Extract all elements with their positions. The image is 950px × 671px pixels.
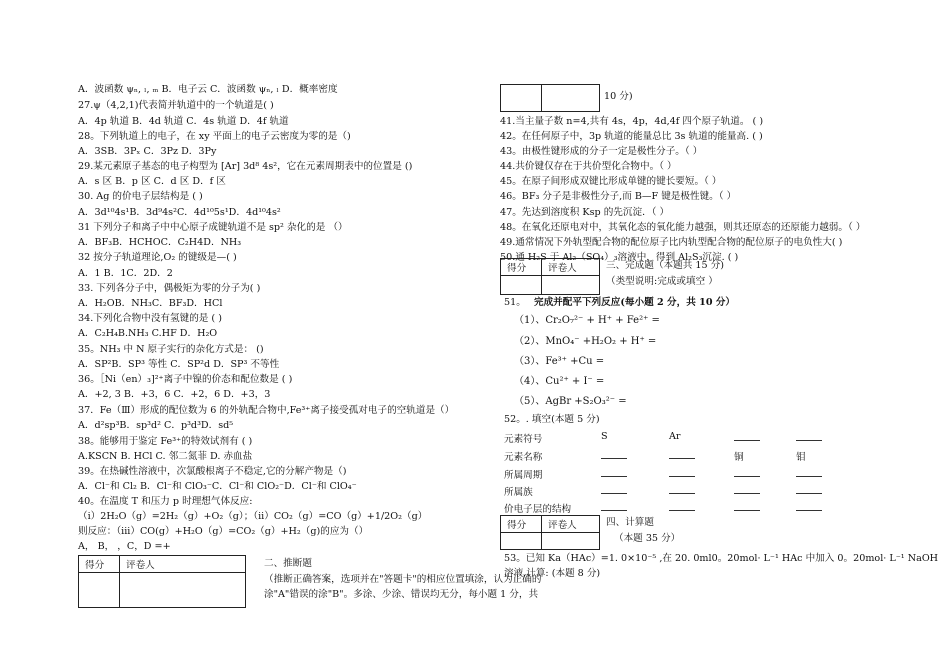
q31-options: A．BF₃B．HCHOC．C₂H4D．NH₃ <box>78 237 242 248</box>
section3-note: （类型说明:完成或填空 ） <box>606 276 718 287</box>
section3-title: 三、完成题（本题共 15 分) <box>606 260 724 271</box>
q47: 47。先达到溶度积 Ksp 的先沉淀．（ ） <box>500 207 670 218</box>
score-cell[interactable] <box>501 533 542 550</box>
q28-options: A．3SB．3Pₓ C．3Pz D．3Py <box>78 146 217 157</box>
q48: 48。在氧化还原电对中，其氧化态的氧化能力越强，则其还原态的还原能力越弱。（ ） <box>500 222 866 233</box>
section2-points: 10 分) <box>604 91 633 102</box>
grid-blank[interactable] <box>669 467 695 480</box>
grid-label-symbol: 元素符号 <box>504 434 543 445</box>
score-label: 得分 <box>501 516 542 533</box>
grid-label-period: 所属周期 <box>504 470 543 481</box>
grid-blank[interactable] <box>669 501 695 514</box>
q37-options: A．d²sp³B．sp³d² C．p³d³D．sd⁵ <box>78 420 234 431</box>
section4-title: 四、计算题 <box>606 517 654 528</box>
q53-line-1: 53。已知 Ka（HAc）=1. 0×10⁻⁵ ,在 20. 0ml0。20mol· L⁻¹ HAc 中加入 0。20mol· L⁻¹ NaOH <box>504 553 939 564</box>
grader-label: 评卷人 <box>542 259 600 276</box>
score-table-section2 <box>78 555 246 608</box>
grid-blank[interactable] <box>601 484 627 497</box>
grid-blank[interactable] <box>734 501 760 514</box>
grid-blank[interactable] <box>796 501 822 514</box>
score-label: 得分 <box>79 556 120 573</box>
q41: 41.当主量子数 n=4,共有 4s，4p，4d,4f 四个原子轨道。 ( ) <box>500 116 764 127</box>
grader-cell[interactable] <box>542 276 600 295</box>
q29: 29.某元素原子基态的电子构型为 [Ar] 3d⁸ 4s²，它在元素周期表中的位置是 () <box>78 161 413 172</box>
grid-blank[interactable] <box>734 431 760 444</box>
q33: 33. 下列各分子中，偶极矩为零的分子为( ) <box>78 283 261 294</box>
section2-desc-2: 涂"A"错误的涂"B"。多涂、少涂、错误均无分，每小题 1 分，共 <box>264 589 539 600</box>
q32-options: A．1 B．1C．2D．2 <box>78 268 173 279</box>
grader-cell-top[interactable] <box>541 85 599 112</box>
q40-question: 则反应：（iii）CO(g）+H₂O（g）=CO₂（g）+H₂（g)的应为（） <box>78 526 369 537</box>
q38-options: A.KSCN B. HCl C. 邻二氮菲 D. 赤血盐 <box>78 451 253 462</box>
q38: 38。能够用于鉴定 Fe³⁺的特效试剂有 ( ) <box>78 436 253 447</box>
grid-blank[interactable] <box>669 449 695 462</box>
q27: 27.ψ（4,2,1)代表简并轨道中的一个轨道是( ) <box>78 100 274 111</box>
q31: 31 下列分子和离子中中心原子成键轨道不是 sp² 杂化的是 （） <box>78 222 348 233</box>
section2-desc-1: （推断正确答案，选项并在"答题卡"的相应位置填涂，认为正确的 <box>264 574 542 585</box>
score-table-top <box>500 84 600 112</box>
reaction-5: （5）、AgBr +S₂O₃²⁻ = <box>514 396 627 407</box>
q35-options: A．SP²B．SP³ 等性 C．SP²d D．SP³ 不等性 <box>78 359 280 370</box>
q40: 40。在温度 T 和压力 p 时理想气体反应: <box>78 496 253 507</box>
reaction-4: （4）、Cu²⁺ + I⁻ = <box>514 376 605 387</box>
q29-options: A．s 区 B．p 区 C．d 区 D．f 区 <box>78 176 226 187</box>
q39-options: A．Cl⁻和 Cl₂ B．Cl⁻和 ClO₃⁻C．Cl⁻和 ClO₂⁻D．Cl⁻和 ClO₄⁻ <box>78 481 357 492</box>
q26-options: A．波函数 ψₙ, ₗ, ₘ B．电子云 C．波函数 ψₙ, ₗ D．概率密度 <box>78 84 338 95</box>
grid-name-3: 铜 <box>734 452 744 463</box>
q45: 45。在原子间形成双键比形成单键的键长要短。（ ） <box>500 176 722 187</box>
q40-reactions: （i）2H₂O（g）=2H₂（g）+O₂（g）；（ii）CO₂（g）=CO（g）+1/2O₂（g） <box>78 511 428 522</box>
grid-label-name: 元素名称 <box>504 452 543 463</box>
grader-cell[interactable] <box>542 533 600 550</box>
q50: 50.通 H₂S 于 Al₂（SO₄）₃溶液中，得到 Al₂S₃沉淀. ( ) <box>500 252 739 263</box>
q28: 28。下列轨道上的电子，在 xy 平面上的电子云密度为零的是（) <box>78 131 351 142</box>
q36: 36。［Ni（en）₃]²⁺离子中镍的价态和配位数是 ( ) <box>78 374 293 385</box>
q30: 30. Ag 的价电子层结构是 ( ) <box>78 191 203 202</box>
q53-line-2: 溶液,计算: (本题 8 分) <box>504 568 601 579</box>
q34-options: A．C₂H₄B.NH₃ C.HF D．H₂O <box>78 328 218 339</box>
q37: 37．Fe（Ⅲ）形成的配位数为 6 的外轨配合物中,Fe³⁺离子接受孤对电子的空轨道是（） <box>78 405 455 416</box>
q51-number: 51。 <box>504 297 526 308</box>
reaction-1: （1）、Cr₂O₇²⁻ + H⁺ + Fe²⁺ = <box>514 315 660 326</box>
score-label: 得分 <box>501 259 542 276</box>
grid-blank[interactable] <box>601 467 627 480</box>
score-table-section4 <box>500 515 600 550</box>
grid-label-valence: 价电子层的结构 <box>504 504 572 515</box>
q35: 35。NH₃ 中 N 原子实行的杂化方式是： () <box>78 344 264 355</box>
score-cell-top[interactable] <box>501 85 542 112</box>
section4-points: （本题 35 分） <box>614 533 681 544</box>
reaction-2: （2）、MnO₄⁻ +H₂O₂ + H⁺ = <box>514 336 657 347</box>
score-cell[interactable] <box>501 276 542 295</box>
reaction-3: （3）、Fe³⁺ +Cu = <box>514 356 605 367</box>
q27-options: A．4p 轨道 B．4d 轨道 C．4s 轨道 D．4f 轨道 <box>78 116 289 127</box>
grader-label: 评卷人 <box>542 516 600 533</box>
q32: 32 按分子轨道理论,O₂ 的键级是—( ) <box>78 252 237 263</box>
grid-blank[interactable] <box>601 501 627 514</box>
grid-blank[interactable] <box>734 484 760 497</box>
score-table-section3 <box>500 258 600 295</box>
score-cell[interactable] <box>79 573 120 608</box>
grid-label-group: 所属族 <box>504 487 533 498</box>
q51-title: 完成并配平下列反应(每小题 2 分，共 10 分） <box>534 297 736 308</box>
q40-options: A， B， ，C，D =+ <box>78 541 171 552</box>
q34: 34.下列化合物中没有氢键的是 ( ) <box>78 313 222 324</box>
q36-options: A．+2, 3 B．+3，6 C．+2，6 D．+3，3 <box>78 389 271 400</box>
grid-blank[interactable] <box>734 467 760 480</box>
grader-cell[interactable] <box>120 573 246 608</box>
q52-title: 52。. 填空(本题 5 分) <box>504 414 600 425</box>
grid-symbol-1: S <box>601 431 608 442</box>
grid-blank[interactable] <box>601 449 627 462</box>
section2-title: 二、推断题 <box>264 558 312 569</box>
grid-blank[interactable] <box>796 467 822 480</box>
q39: 39。在热碱性溶液中，次氯酸根离子不稳定,它的分解产物是（) <box>78 466 347 477</box>
grader-label: 评卷人 <box>120 556 246 573</box>
grid-blank[interactable] <box>796 484 822 497</box>
q30-options: A．3d¹⁰4s¹B．3d⁹4s²C．4d¹⁰5s¹D．4d¹⁰4s² <box>78 207 281 218</box>
q49: 49.通常情况下外轨型配合物的配位原子比内轨型配合物的配位原子的电负性大( ) <box>500 237 843 248</box>
q44: 44.共价键仅存在于共价型化合物中。（ ） <box>500 161 677 172</box>
grid-blank[interactable] <box>669 484 695 497</box>
q42: 42。在任何原子中，3p 轨道的能量总比 3s 轨道的能量高. ( ) <box>500 131 763 142</box>
q33-options: A．H₂OB．NH₃C．BF₃D．HCl <box>78 298 223 309</box>
grid-blank[interactable] <box>796 431 822 444</box>
grid-symbol-2: Ar <box>669 431 681 442</box>
grid-name-4: 钼 <box>796 452 806 463</box>
q43: 43。由极性键形成的分子一定是极性分子。（ ） <box>500 146 703 157</box>
q46: 46。BF₃ 分子是非极性分子,而 B—F 键是极性键。（ ） <box>500 191 737 202</box>
